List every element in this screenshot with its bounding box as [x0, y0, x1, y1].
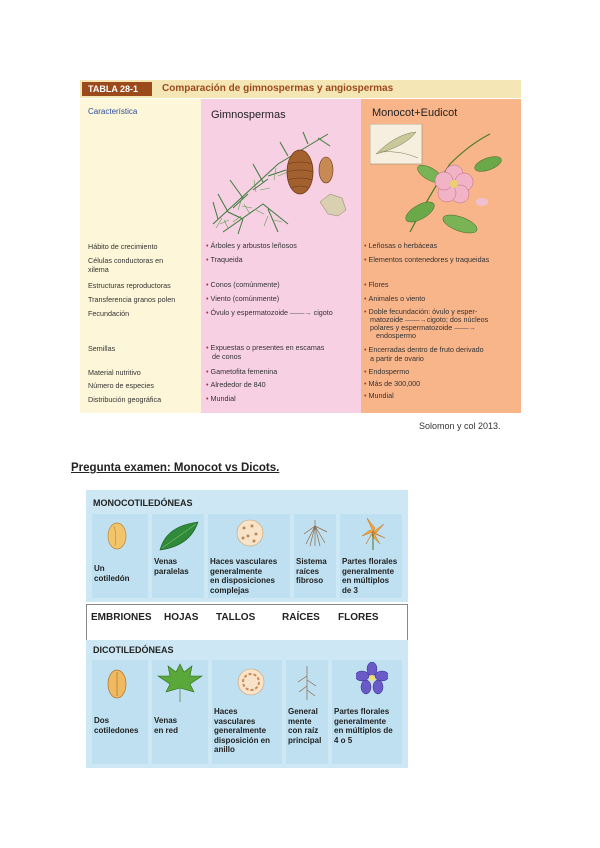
- category-label: HOJAS: [164, 612, 199, 623]
- table-tag: TABLA 28-1: [82, 82, 152, 96]
- seed-icon: [102, 520, 132, 552]
- ang-value: • Mundial: [364, 391, 394, 400]
- row-label: Distribución geográfica: [88, 395, 162, 404]
- dicot-desc: Dos cotiledones: [94, 716, 139, 735]
- mono-desc: Haces vasculares generalmente en disposiciones complejas: [210, 557, 278, 595]
- gym-value: • Gametofita femenina: [206, 367, 278, 376]
- mono-desc: Sistema raíces fibroso: [296, 557, 327, 585]
- angiosperm-heading: Monocot+Eudicot: [372, 107, 458, 119]
- gymnosperm-heading: Gimnospermas: [211, 109, 286, 121]
- ang-value: • Endospermo: [364, 367, 410, 376]
- row-label: Material nutritivo: [88, 368, 141, 377]
- row-label: Número de especies: [88, 381, 154, 390]
- row-label: xilema: [88, 265, 109, 274]
- gym-value: • Mundial: [206, 394, 236, 403]
- gym-value: • Óvulo y espermatozoide ——→ cigoto: [206, 308, 333, 317]
- row-label: Estructuras reproductoras: [88, 281, 171, 290]
- monocot-dicot-figure: [86, 490, 408, 768]
- row-label: Fecundación: [88, 309, 130, 318]
- gym-value: • Árboles y arbustos leñosos: [206, 241, 297, 250]
- gym-value: • Expuestas o presentes en escamas: [206, 343, 325, 352]
- table-header-bar: [80, 80, 521, 98]
- lily-flower-icon: [358, 516, 388, 550]
- ang-value: a partir de ovario: [370, 354, 424, 363]
- ang-value: • Doble fecundación: óvulo y esper-: [364, 307, 478, 316]
- gym-value: de conos: [212, 352, 242, 361]
- leaf-icon: [156, 518, 202, 554]
- ang-value: • Encerradas dentro de fruto derivado: [364, 345, 484, 354]
- dicot-desc: General mente con raíz principal: [288, 707, 322, 745]
- ang-value: matozoide ——→cigoto; dos núcleos: [370, 315, 489, 324]
- table-title: Comparación de gimnospermas y angiospermas: [162, 83, 394, 94]
- gym-value: • Alrededor de 840: [206, 380, 266, 389]
- ang-value: endospermo: [376, 331, 416, 340]
- fibrous-root-icon: [300, 518, 330, 548]
- gym-value: • Viento (comúnmente): [206, 294, 280, 303]
- ang-value: • Animales o viento: [364, 294, 426, 303]
- category-label: EMBRIONES: [91, 612, 152, 623]
- row-label: Hábito de crecimiento: [88, 242, 158, 251]
- dicot-title: DICOTILEDÓNEAS: [93, 645, 174, 655]
- monocot-title: MONOCOTILEDÓNEAS: [93, 498, 193, 508]
- pine-cone-illustration: [208, 124, 354, 236]
- row-label: Transferencia granos polen: [88, 295, 176, 304]
- dicot-desc: Venas en red: [154, 716, 179, 735]
- category-label: RAÍCES: [282, 612, 320, 623]
- comparison-table: [80, 80, 521, 413]
- gym-value: • Conos (comúnmente): [206, 280, 280, 289]
- row-label: Semillas: [88, 344, 116, 353]
- category-label: TALLOS: [216, 612, 256, 623]
- mono-desc: Partes florales generalmente en múltiplos de 3: [342, 557, 398, 595]
- taproot-icon: [292, 664, 322, 702]
- source-credit: Solomon y col 2013.: [419, 421, 501, 431]
- maple-leaf-icon: [156, 662, 204, 704]
- mono-desc: Un cotiledón: [94, 564, 130, 583]
- violet-flower-icon: [356, 662, 388, 696]
- dicot-seed-icon: [102, 666, 132, 702]
- gym-value: • Traqueida: [206, 255, 243, 264]
- ang-value: • Elementos contenedores y traqueidas: [364, 255, 490, 264]
- ang-value: • Flores: [364, 280, 389, 289]
- category-row: [86, 604, 408, 642]
- ang-value: • Leñosas o herbáceas: [364, 241, 438, 250]
- dicot-desc: Partes florales generalmente en múltiplos de 4 o 5: [334, 707, 393, 745]
- ang-value: polares y espermatozoide ——→: [370, 323, 476, 332]
- exam-heading: Pregunta examen: Monocot vs Dicots.: [71, 462, 280, 474]
- category-label: FLORES: [338, 612, 379, 623]
- stem-section-icon: [234, 518, 266, 548]
- dicot-stem-icon: [234, 666, 268, 698]
- ang-value: • Más de 300,000: [364, 379, 421, 388]
- flower-illustration: [370, 124, 512, 236]
- dicot-desc: Haces vasculares generalmente disposición en anillo: [214, 707, 271, 754]
- mono-desc: Venas paralelas: [154, 557, 189, 576]
- row-label: Células conductoras en: [88, 256, 164, 265]
- characteristic-heading: Característica: [88, 107, 138, 116]
